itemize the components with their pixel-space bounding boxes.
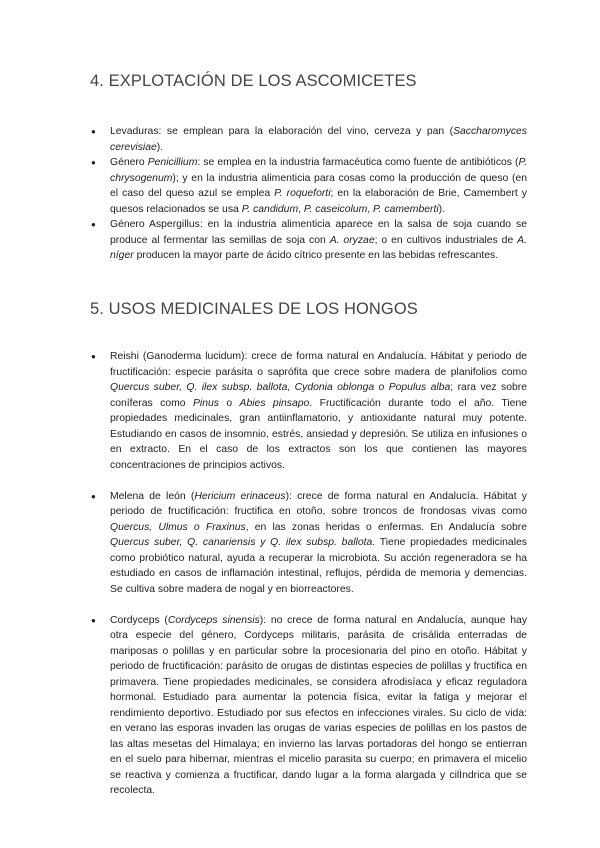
list-item-cordyceps: ● Cordyceps (Cordyceps sinensis): no crece de forma natural en Andalucía, aunque hay otra especie del género, Cordyceps militaris, parásita de crisálida enterradas de mariposas o polillas y en particular sobre la procesionaria del pino en otoño. Hábitat y periodo de fructificación: parásito de orugas de distintas especies de polillas y fructifica en primavera. Tiene propiedades medicinales, se considera afrodisíaca y eficaz reguladora hormonal. Estudiado para aumentar la potencia física, evitar la fatiga y mejorar el rendimiento deportivo. Estudiado por sus efectos en infecciones virales. Su ciclo de vida: en verano las esporas invaden las orugas de varias especies de polillas en los pastos de las altas mesetas del Himalaya; en invierno las larvas portadoras del hongo se entierran en el suelo para hibernar, mientras el micelio parasita su cuerpo; en primavera el micelio se reactiva y comienza a fructificar, dando lugar a la forma alargada y cilÌndrica que se recolecta. (90, 613, 527, 799)
list-item-melena-de-leon: ● Melena de león (Hericium erinaceus): crece de forma natural en Andalucía. Hábitat y periodo de fructificación: fructifica en otoño, sobre troncos de frondosas vivas como Quercus, Ulmus o Fraxinus, en las zonas heridas o enfermas. En Andalucía sobre Quercus suber, Q. canariensis y Q. ilex subsp. ballota. Tiene propiedades medicinales como probiótico natural, ayuda a recuperar la microbiota. Su acción regeneradora se ha estudiado en casos de inflamación intestinal, reflujos, pérdida de memoria y demencias. Se cultiva sobre madera de nogal y en biorreactores. (90, 489, 527, 598)
section-4-heading: 4. EXPLOTACIÓN DE LOS ASCOMICETES (90, 72, 417, 90)
ascomicetes-list (90, 124, 527, 264)
list-item-aspergillus: ● Género Aspergillus: en la industria alimenticia aparece en la salsa de soja cuando se produce al fermentar las semillas de soja con A. oryzae; o en cultivos industriales de A. níger producen la mayor parte de ácido cítrico presente en las bebidas refrescantes. (90, 217, 527, 264)
list-item-reishi: ● Reishi (Ganoderma lucidum): crece de forma natural en Andalucía. Hábitat y periodo de fructificación: especie parásita o saprófita que crece sobre madera de planifolios como Quercus suber, Q. ilex subsp. ballota, Cydonia oblonga o Populus alba; rara vez sobre coníferas como Pinus o Abies pinsapo. Fructificación durante todo el año. Tiene propiedades medicinales, gran antiinflamatorio, y antioxidante natural muy potente. Estudiando en casos de insomnio, estrés, ansiedad y depresión. Se utiliza en infusiones o en extracto. En el caso de los extractos son los que contienen las mayores concentraciones de principios activos. (90, 349, 527, 473)
list-item-penicillium: ● Género Penicillium: se emplea en la industria farmacéutica como fuente de antibióticos (P. chrysogenum); y en la industria alimenticia para cosas como la producción de queso (en el caso del queso azul se emplea P. roqueforti; en la elaboración de Brie, Camembert y quesos relacionados se usa P. candidum, P. caseicolum, P. camemberti). (90, 155, 527, 217)
section-5-heading: 5. USOS MEDICINALES DE LOS HONGOS (90, 300, 418, 318)
medicinal-fungi-list (90, 349, 527, 814)
list-item-levaduras: ● Levaduras: se emplean para la elaboración del vino, cerveza y pan (Saccharomyces cerevisiae). (90, 124, 527, 155)
